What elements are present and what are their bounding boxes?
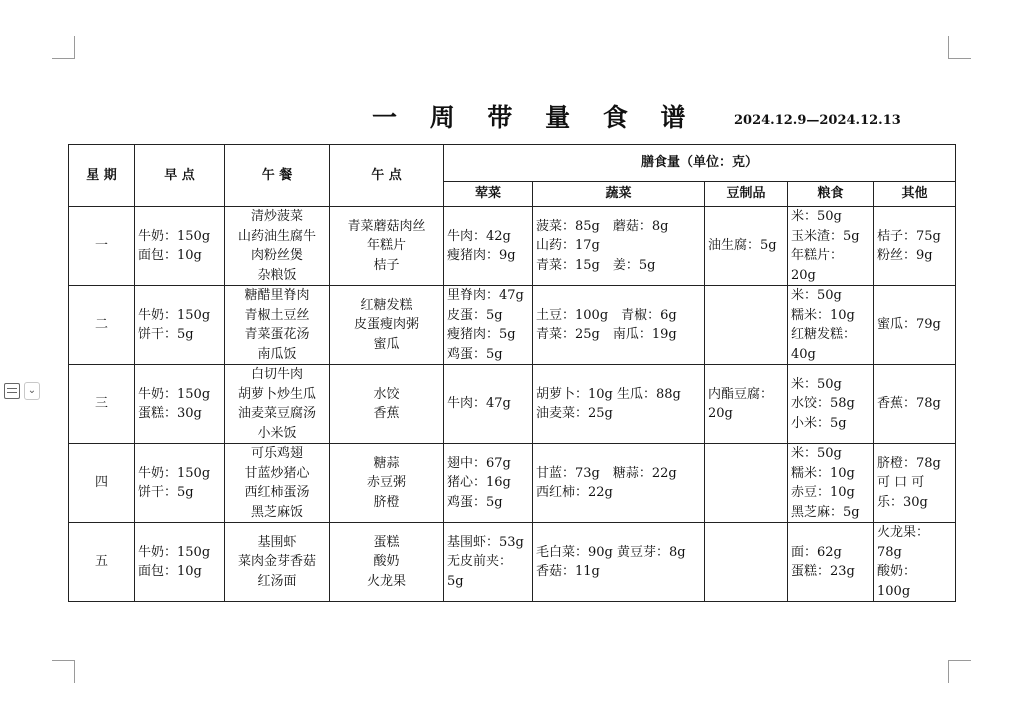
cell-line: 青菜：15g 姜：5g xyxy=(536,257,656,273)
cell-line: 牛奶：150g xyxy=(138,544,211,560)
cell-line: 面：62g xyxy=(791,544,842,560)
cell-line: 年糕片 xyxy=(366,238,406,254)
grain-cell xyxy=(788,444,874,523)
cell-line: 皮蛋：5g xyxy=(447,307,503,323)
cell-line: 青菜蛋花汤 xyxy=(244,327,310,342)
cell-line: 40g xyxy=(791,346,816,362)
header-soy: 豆制品 xyxy=(705,182,788,207)
vegetable-cell xyxy=(533,523,705,602)
weekday-cell: 二 xyxy=(69,286,135,365)
header-breakfast: 早 点 xyxy=(135,145,225,207)
cell-line: 土豆：100g 青椒：6g xyxy=(536,307,677,323)
soy-cell xyxy=(705,286,788,365)
cell-line: 玉米渣：5g xyxy=(791,228,860,244)
cell-line: 小米：5g xyxy=(791,415,847,431)
snack-cell xyxy=(330,444,444,523)
grain-cell xyxy=(788,365,874,444)
breakfast-cell xyxy=(135,523,225,602)
vegetable-cell xyxy=(533,365,705,444)
cell-line: 翅中：67g xyxy=(447,455,511,471)
weekday-cell: 三 xyxy=(69,365,135,444)
cell-line: 面包：10g xyxy=(138,564,202,579)
cell-line: 牛奶：150g xyxy=(138,386,211,402)
cell-line: 牛肉：47g xyxy=(447,396,511,412)
cell-line: 米：50g xyxy=(791,376,842,392)
meat-cell xyxy=(444,523,533,602)
lunch-cell xyxy=(225,523,330,602)
cell-line: 糯米：10g xyxy=(791,307,855,323)
page-title: 一 周 带 量 食 谱 xyxy=(372,103,698,132)
weekday-cell: 五 xyxy=(69,523,135,602)
meat-cell xyxy=(444,444,533,523)
lunch-cell xyxy=(225,365,330,444)
cell-line: 糖蒜 xyxy=(373,455,400,471)
soy-cell xyxy=(705,207,788,286)
cell-line: 桔子 xyxy=(373,257,400,273)
cell-line: 饼干：5g xyxy=(138,327,194,342)
cell-line: 牛奶：150g xyxy=(138,465,211,481)
cell-line: 乐：30g xyxy=(877,494,928,510)
cell-line: 78g xyxy=(877,544,902,560)
soy-cell xyxy=(705,523,788,602)
cell-line: 牛奶：150g xyxy=(138,307,211,323)
cell-line: 清炒菠菜 xyxy=(250,209,303,224)
weekly-menu-table xyxy=(68,144,956,602)
cell-line: 甘蓝炒猪心 xyxy=(244,465,310,481)
snack-cell xyxy=(330,523,444,602)
cell-line: 100g xyxy=(877,583,911,599)
cell-line: 皮蛋瘦肉粥 xyxy=(353,317,419,333)
grain-cell xyxy=(788,207,874,286)
cell-line: 基围虾：53g xyxy=(447,534,524,550)
cell-line: 20g xyxy=(708,406,733,421)
header-grain: 粮食 xyxy=(788,182,874,207)
breakfast-cell xyxy=(135,444,225,523)
cell-line: 瘦猪肉：9g xyxy=(447,248,516,263)
lunch-cell xyxy=(225,286,330,365)
weekday-cell: 一 xyxy=(69,207,135,286)
table-row xyxy=(69,523,956,602)
cell-line: 脐橙：78g xyxy=(877,455,941,471)
lunch-cell xyxy=(225,444,330,523)
table-row xyxy=(69,365,956,444)
grain-cell xyxy=(788,523,874,602)
layout-options-icon[interactable] xyxy=(4,383,20,399)
cell-line: 20g xyxy=(791,267,816,283)
cell-line: 山药：17g xyxy=(536,238,600,254)
cell-line: 赤豆粥 xyxy=(366,475,406,491)
cell-line: 基围虾 xyxy=(257,534,297,550)
cell-line: 蜜瓜：79g xyxy=(877,317,941,333)
meat-cell xyxy=(444,286,533,365)
cell-line: 胡萝卜：10g 生瓜：88g xyxy=(536,386,681,402)
cell-line: 山药油生腐牛 xyxy=(237,228,316,244)
cell-line: 水饺：58g xyxy=(791,396,855,412)
cell-line: 水饺 xyxy=(373,386,400,402)
cell-line: 无皮前夹： xyxy=(447,554,513,570)
header-other: 其他 xyxy=(874,182,956,207)
cell-line: 可乐鸡翅 xyxy=(250,446,303,461)
cell-line: 面包：10g xyxy=(138,248,202,263)
breakfast-cell xyxy=(135,365,225,444)
cell-line: 米：50g xyxy=(791,209,842,224)
snack-cell xyxy=(330,207,444,286)
header-snack: 午 点 xyxy=(330,145,444,207)
cell-line: 粉丝：9g xyxy=(877,248,933,263)
cell-line: 里脊肉：47g xyxy=(447,288,524,303)
cell-line: 小米饭 xyxy=(257,425,297,441)
date-range: 2024.12.9—2024.12.13 xyxy=(734,113,901,128)
table-row xyxy=(69,444,956,523)
snack-cell xyxy=(330,286,444,365)
header-weekday: 星 期 xyxy=(69,145,135,207)
cell-line: 年糕片： xyxy=(791,248,844,263)
cell-line: 糯米：10g xyxy=(791,465,855,481)
cell-line: 内酯豆腐： xyxy=(708,386,774,402)
cell-line: 可 口 可 xyxy=(877,475,925,491)
cell-line: 米：50g xyxy=(791,288,842,303)
cell-line: 甘蓝：73g 糖蒜：22g xyxy=(536,465,677,481)
cell-line: 黑芝麻饭 xyxy=(250,504,303,520)
cell-line: 蛋糕 xyxy=(373,534,400,550)
cell-line: 青菜：25g 南瓜：19g xyxy=(536,327,677,342)
cell-line: 香菇：11g xyxy=(536,564,600,579)
soy-cell xyxy=(705,444,788,523)
cell-line: 桔子：75g xyxy=(877,228,941,244)
meat-cell xyxy=(444,365,533,444)
cell-line: 油麦菜豆腐汤 xyxy=(237,406,316,421)
breakfast-cell xyxy=(135,207,225,286)
vegetable-cell xyxy=(533,286,705,365)
weekday-cell: 四 xyxy=(69,444,135,523)
header-meat: 荤菜 xyxy=(444,182,533,207)
cell-line: 酸奶 xyxy=(373,554,400,570)
cell-line: 猪心：16g xyxy=(447,475,511,491)
page-corner-mark-top-left xyxy=(52,36,75,59)
cell-line: 青菜蘑菇肉丝 xyxy=(347,218,426,234)
cell-line: 油生腐：5g xyxy=(708,238,777,254)
other-cell xyxy=(874,207,956,286)
cell-line: 毛白菜：90g 黄豆芽：8g xyxy=(536,544,686,560)
cell-line: 蛋糕：23g xyxy=(791,564,855,579)
cell-line: 牛奶：150g xyxy=(138,228,211,244)
margin-layout-tool[interactable] xyxy=(4,382,40,400)
other-cell xyxy=(874,286,956,365)
cell-line: 蛋糕：30g xyxy=(138,406,202,421)
cell-line: 西红柿：22g xyxy=(536,485,613,500)
cell-line: 白切牛肉 xyxy=(250,367,303,382)
table-row xyxy=(69,286,956,365)
cell-line: 红汤面 xyxy=(257,573,297,589)
cell-line: 油麦菜：25g xyxy=(536,406,613,421)
cell-line: 瘦猪肉：5g xyxy=(447,327,516,342)
snack-cell xyxy=(330,365,444,444)
cell-line: 米：50g xyxy=(791,446,842,461)
cell-line: 火龙果： xyxy=(877,525,930,540)
grain-cell xyxy=(788,286,874,365)
chevron-down-icon[interactable]: ⌄ xyxy=(24,382,40,400)
cell-line: 菜肉金芽香菇 xyxy=(237,554,316,570)
cell-line: 黑芝麻：5g xyxy=(791,504,860,520)
cell-line: 南瓜饭 xyxy=(257,346,297,362)
soy-cell xyxy=(705,365,788,444)
vegetable-cell xyxy=(533,207,705,286)
breakfast-cell xyxy=(135,286,225,365)
cell-line: 饼干：5g xyxy=(138,485,194,500)
table-row xyxy=(69,207,956,286)
lunch-cell xyxy=(225,207,330,286)
meat-cell xyxy=(444,207,533,286)
page-corner-mark-bottom-right xyxy=(948,660,971,683)
cell-line: 胡萝卜炒生瓜 xyxy=(237,386,316,402)
cell-line: 香蕉 xyxy=(373,406,400,421)
cell-line: 红糖发糕： xyxy=(791,327,857,342)
cell-line: 青椒土豆丝 xyxy=(244,307,310,323)
cell-line: 肉粉丝煲 xyxy=(250,248,303,263)
cell-line: 火龙果 xyxy=(366,573,406,589)
header-intake: 膳食量（单位：克） xyxy=(444,145,956,182)
vegetable-cell xyxy=(533,444,705,523)
cell-line: 鸡蛋：5g xyxy=(447,494,503,510)
other-cell xyxy=(874,523,956,602)
header-vegetable: 蔬菜 xyxy=(533,182,705,207)
other-cell xyxy=(874,444,956,523)
cell-line: 红糖发糕 xyxy=(360,297,413,313)
other-cell xyxy=(874,365,956,444)
cell-line: 脐橙 xyxy=(373,494,400,510)
cell-line: 西红柿蛋汤 xyxy=(244,485,310,500)
cell-line: 鸡蛋：5g xyxy=(447,346,503,362)
cell-line: 菠菜：85g 蘑菇：8g xyxy=(536,218,669,234)
cell-line: 5g xyxy=(447,573,464,589)
cell-line: 蜜瓜 xyxy=(373,336,400,352)
cell-line: 赤豆：10g xyxy=(791,485,855,500)
page-corner-mark-bottom-left xyxy=(52,660,75,683)
cell-line: 杂粮饭 xyxy=(257,267,297,283)
header-lunch: 午 餐 xyxy=(225,145,330,207)
cell-line: 酸奶： xyxy=(877,564,917,579)
page-corner-mark-top-right xyxy=(948,36,971,59)
cell-line: 牛肉：42g xyxy=(447,228,511,244)
cell-line: 糖醋里脊肉 xyxy=(244,288,310,303)
cell-line: 香蕉：78g xyxy=(877,396,941,412)
